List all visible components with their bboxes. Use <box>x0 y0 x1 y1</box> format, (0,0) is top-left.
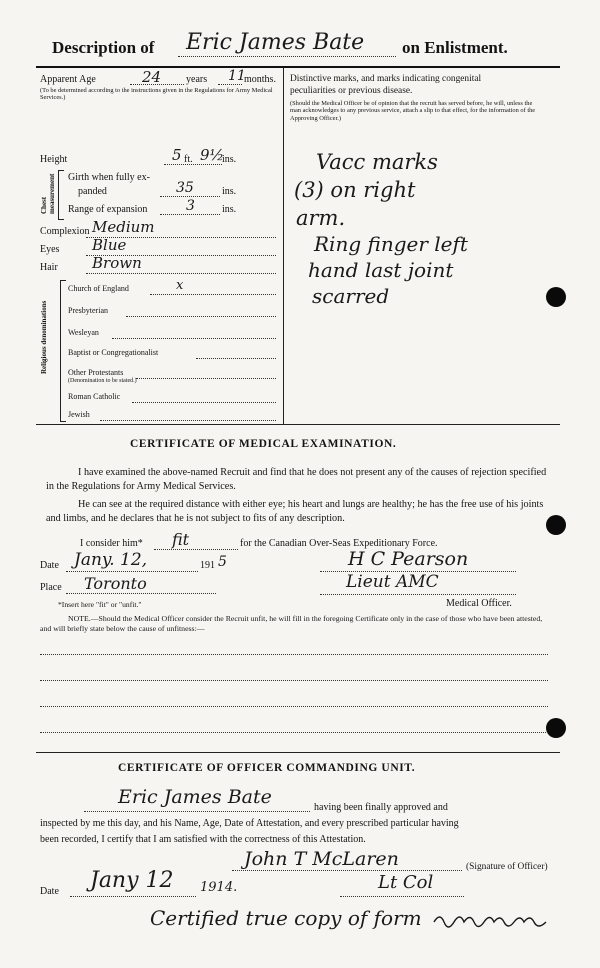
religion-line-2 <box>126 316 276 317</box>
certified-note-tail <box>432 910 562 928</box>
punch-hole-top <box>546 287 566 307</box>
apparent-age-months: 11 <box>228 68 246 84</box>
marks-line-6: scarred <box>312 284 390 308</box>
hair-value: Brown <box>92 254 142 272</box>
religion-church-of-england: Church of England <box>68 284 129 293</box>
religion-line-6 <box>132 402 276 403</box>
years-label: years <box>186 74 208 85</box>
name-line <box>178 56 396 57</box>
header-prefix: Description of <box>52 38 155 57</box>
age-note: (To be determined according to the instructions given in the Regulations for Army Medical Services.) <box>40 87 273 102</box>
consider-suffix: for the Canadian Over-Seas Expeditionary Force. <box>240 538 438 549</box>
medical-date-line <box>66 571 198 572</box>
commanding-date-line <box>70 896 196 897</box>
religion-baptist: Baptist or Congregationalist <box>68 348 159 357</box>
fitness-value: fit <box>172 530 190 549</box>
expansion-label: Range of expansion <box>68 204 148 215</box>
medical-officer-signature: H C Pearson <box>348 548 469 570</box>
top-table-border <box>36 66 560 68</box>
unfitness-line-4 <box>40 732 548 733</box>
eyes-value: Blue <box>92 236 127 254</box>
medical-note: NOTE.—Should the Medical Officer consider the Recruit unfit, he will fill in the foregoing Certificate only in the case of those who have been attested, and will briefly state below the cause of unfitness:— <box>40 614 543 633</box>
medical-year-suffix: 5 <box>218 554 227 570</box>
months-label: months. <box>244 74 276 85</box>
commanding-rank-line <box>340 896 464 897</box>
marks-title-2: peculiarities or previous disease. <box>290 86 413 96</box>
height-inches: 9½ <box>200 146 225 164</box>
religion-line-1 <box>150 294 276 295</box>
complexion-label: Complexion <box>40 226 90 237</box>
commanding-officer-signature: John T McLaren <box>244 848 399 870</box>
marks-line-3: arm. <box>296 206 346 230</box>
expansion-unit: ins. <box>222 204 237 215</box>
complexion-value: Medium <box>92 218 155 236</box>
commanding-signature-line <box>232 870 462 871</box>
signature-of-officer-label: (Signature of Officer) <box>466 862 548 872</box>
religion-presbyterian: Presbyterian <box>68 306 108 315</box>
unfitness-line-3 <box>40 706 548 707</box>
religion-line-7 <box>100 420 276 421</box>
chest-brace <box>58 170 64 220</box>
religion-jewish: Jewish <box>68 410 90 419</box>
medical-paragraph-2: He can see at the required distance with either eye; his heart and lungs are healthy; he has the free use of his joints and limbs, and he declares that he is not subject to fits of any description. <box>46 499 544 524</box>
marks-line-5: hand last joint <box>308 258 454 282</box>
height-label: Height <box>40 154 68 165</box>
marks-line-4: Ring finger left <box>314 232 468 256</box>
religion-line-3 <box>112 338 276 339</box>
commanding-name-line <box>84 811 310 812</box>
commanding-year: 1914. <box>200 880 238 895</box>
medical-year-prefix: 191 <box>200 560 215 571</box>
consider-prefix: I consider him* <box>80 538 143 549</box>
commanding-text-1: having been finally approved and <box>314 802 448 813</box>
medical-date-value: Jany. 12, <box>74 550 148 570</box>
religion-brace <box>60 280 66 422</box>
girth-label-2: panded <box>78 186 107 197</box>
age-years-line <box>130 84 184 85</box>
medical-place-value: Toronto <box>84 574 147 593</box>
commanding-date-value: Jany 12 <box>90 868 174 893</box>
medical-certificate-title: CERTIFICATE OF MEDICAL EXAMINATION. <box>130 438 397 450</box>
rank-line <box>320 594 516 595</box>
medical-place-label: Place <box>40 582 62 593</box>
recruit-name: Eric James Bate <box>186 30 365 55</box>
height-ft-label: ft. <box>184 154 193 165</box>
marks-line-1: Vacc marks <box>316 150 438 174</box>
commanding-date-label: Date <box>40 886 59 897</box>
girth-line <box>160 196 220 197</box>
fitness-line <box>154 549 238 550</box>
commanding-certificate-title: CERTIFICATE OF OFFICER COMMANDING UNIT. <box>118 762 416 774</box>
medical-officer-rank: Lieut AMC <box>346 572 439 592</box>
hair-line <box>86 273 276 274</box>
height-feet: 5 <box>172 146 182 164</box>
medical-date-label: Date <box>40 560 59 571</box>
girth-value: 35 <box>176 180 194 196</box>
unfitness-line-2 <box>40 680 548 681</box>
height-ins-label: ins. <box>222 154 237 165</box>
religion-line-5 <box>136 378 276 379</box>
height-line <box>164 164 222 165</box>
top-table-bottom <box>36 424 560 425</box>
apparent-age-years: 24 <box>142 68 162 86</box>
religion-line-4 <box>196 358 276 359</box>
expansion-line <box>160 214 220 215</box>
marks-line-2: (3) on right <box>294 178 416 202</box>
age-months-line <box>218 84 242 85</box>
medical-paragraph-1: I have examined the above-named Recruit and find that he does not present any of the causes of rejection specified in the Regulations for Army Medical Services. <box>46 467 547 492</box>
commanding-officer-rank: Lt Col <box>378 872 434 893</box>
marks-note: (Should the Medical Officer be of opinion that the recruit has served before, he will, unless the man acknowledges to any previous service, attach a slip to that effect, for the information of the Approving Officer.) <box>290 100 536 122</box>
medical-place-line <box>66 593 216 594</box>
religion-mark: x <box>176 278 184 293</box>
section-divider <box>36 752 560 753</box>
eyes-label: Eyes <box>40 244 60 255</box>
hair-label: Hair <box>40 262 58 273</box>
girth-label-1: Girth when fully ex- <box>68 172 150 183</box>
religion-other-protestants: Other Protestants <box>68 368 124 377</box>
denomination-note: (Denomination to be stated.) <box>68 378 137 384</box>
girth-unit: ins. <box>222 186 237 197</box>
commanding-text-2: inspected by me this day, and his Name, Age, Date of Attestation, and every prescribed particular having <box>40 818 459 829</box>
expansion-value: 3 <box>186 198 195 214</box>
header-suffix: on Enlistment. <box>402 38 508 57</box>
apparent-age-label: Apparent Age <box>40 74 96 85</box>
commanding-recruit-name: Eric James Bate <box>118 786 272 808</box>
unfitness-line-1 <box>40 654 548 655</box>
religious-denominations-label: Religious denominations <box>40 300 48 374</box>
religion-wesleyan: Wesleyan <box>68 328 99 337</box>
punch-hole-bottom <box>546 718 566 738</box>
cursive-scribble-icon <box>432 910 562 928</box>
column-divider <box>283 68 284 424</box>
certified-true-copy-note: Certified true copy of form <box>150 906 422 930</box>
commanding-text-3: been recorded, I certify that I am satisfied with the correctness of this Attestation. <box>40 834 366 845</box>
medical-officer-label: Medical Officer. <box>446 598 512 609</box>
fit-unfit-footnote: *Insert here "fit" or "unfit." <box>58 600 142 609</box>
religion-roman-catholic: Roman Catholic <box>68 392 121 401</box>
chest-measurement-label: Chest measurement <box>40 173 56 214</box>
marks-title-1: Distinctive marks, and marks indicating congenital <box>290 74 482 84</box>
